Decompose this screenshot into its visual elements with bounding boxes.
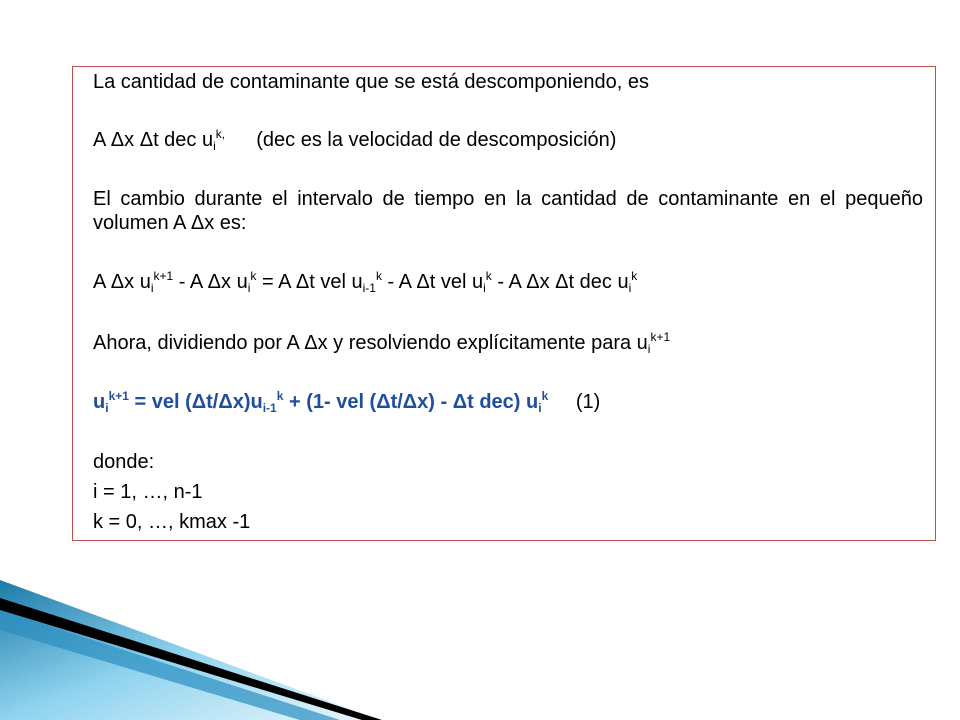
eq4-part5: - A Δx Δt dec u xyxy=(491,271,629,293)
text-line-9 xyxy=(93,510,250,534)
text-line-2 xyxy=(93,128,616,152)
line5-sup: k+1 xyxy=(650,330,671,344)
line5-text: Ahora, dividiendo por A Δx y resolviendo explícitamente para u xyxy=(93,332,648,354)
light-wedge-shape xyxy=(0,580,380,720)
corner-decoration xyxy=(0,560,420,720)
equation-line-6 xyxy=(93,390,600,414)
line2-sub: i xyxy=(213,139,216,153)
line2-note: (dec es la velocidad de descomposición) xyxy=(256,129,617,151)
line5-sub: i xyxy=(647,342,651,356)
eq4-part4: - A Δt vel u xyxy=(381,271,484,293)
line2-sup: k, xyxy=(215,127,226,141)
eq4-sub1: i xyxy=(150,281,154,295)
eq6-sup2: k xyxy=(276,389,284,403)
eq6-part2: = vel (Δt/Δx)u xyxy=(128,391,263,413)
eq4-sub4: i xyxy=(483,281,486,295)
equation-number: (1) xyxy=(575,391,601,413)
line9-text: k = 0, …, kmax -1 xyxy=(93,511,251,533)
text-line-8 xyxy=(93,480,203,504)
text-line-1 xyxy=(93,70,649,94)
eq6-sup1: k+1 xyxy=(108,389,129,403)
eq6-sub3: i xyxy=(538,401,542,415)
line1-text: La cantidad de contaminante que se está descomponiendo, es xyxy=(93,71,649,93)
line7-text: donde: xyxy=(93,451,155,473)
eq4-sub3: i-1 xyxy=(362,281,376,295)
eq6-part3: + (1- vel (Δt/Δx) - Δt dec) u xyxy=(283,391,539,413)
equation-line-4 xyxy=(93,270,637,294)
eq4-sup1: k+1 xyxy=(153,269,174,283)
eq4-part3: = A Δt vel u xyxy=(256,271,363,293)
eq6-sup3: k xyxy=(541,389,549,403)
eq4-sup4: k xyxy=(485,269,492,283)
eq4-sup3: k xyxy=(375,269,382,283)
eq6-sub1: i xyxy=(105,401,109,415)
eq4-sup5: k xyxy=(631,269,638,283)
line3-text: El cambio durante el intervalo de tiempo en la cantidad de contaminante en el pequeño volumen A Δx es: xyxy=(93,188,923,234)
eq4-sub5: i xyxy=(628,281,632,295)
line2-text: A Δx Δt dec u xyxy=(93,129,214,151)
eq4-part2: - A Δx u xyxy=(173,271,248,293)
eq4-sup2: k xyxy=(250,269,257,283)
text-line-3 xyxy=(93,187,923,235)
eq6-part1: u xyxy=(93,391,106,413)
line8-text: i = 1, …, n-1 xyxy=(93,481,203,503)
eq4-part1: A Δx u xyxy=(93,271,151,293)
text-line-7 xyxy=(93,450,154,474)
text-line-5 xyxy=(93,331,670,355)
eq4-sub2: i xyxy=(247,281,251,295)
eq6-sub2: i-1 xyxy=(262,401,277,415)
